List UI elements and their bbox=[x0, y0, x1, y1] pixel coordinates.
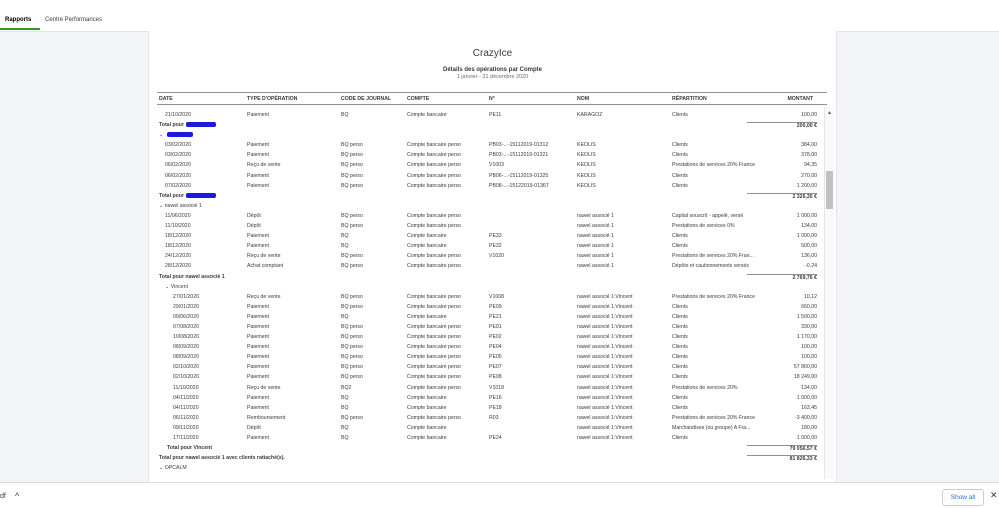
group-header-row[interactable] bbox=[157, 463, 827, 473]
cell-compte: Compte bancaire perso bbox=[407, 354, 461, 361]
cell-montant: 1 000,00 bbox=[796, 233, 817, 240]
cell-compte: Compte bancaire perso bbox=[407, 263, 461, 270]
cell-montant: 1 000,00 bbox=[796, 212, 817, 219]
cell-compte: Compte bancaire perso bbox=[407, 182, 461, 189]
cell-montant: 57 860,00 bbox=[793, 364, 817, 371]
cell-montant: 1 000,00 bbox=[796, 394, 817, 401]
cell-nom: KARAGOZ bbox=[577, 112, 603, 118]
cell-num[interactable]: PE09 bbox=[489, 303, 502, 310]
cell-nom: nawel associé 1:Vincent bbox=[577, 414, 633, 421]
cell-montant: 81 826,33 € bbox=[747, 455, 817, 462]
cell-date: 02/10/2020 bbox=[173, 364, 199, 371]
cell-num[interactable]: PE04 bbox=[489, 344, 502, 351]
download-item-label[interactable]: df bbox=[0, 493, 6, 500]
cell-montant: 18 249,00 bbox=[793, 374, 817, 381]
table-row bbox=[157, 423, 827, 433]
cell-montant: 200,00 € bbox=[747, 122, 817, 129]
redaction-mark bbox=[186, 122, 216, 127]
cell-montant: 1 170,00 bbox=[796, 334, 817, 341]
cell-date: 06/02/2020 bbox=[165, 162, 191, 169]
cell-montant: 163,45 bbox=[801, 404, 817, 411]
cell-type[interactable]: Paiement bbox=[247, 323, 269, 330]
table-row bbox=[157, 372, 827, 382]
cell-code: BQ perso bbox=[341, 354, 363, 361]
cell-compte: Compte bancaire perso bbox=[407, 152, 461, 159]
cell-type[interactable]: Paiement bbox=[247, 303, 269, 310]
cell-nom: nawel associé 1:Vincent bbox=[577, 344, 633, 351]
cell-type[interactable]: Dépôt bbox=[247, 223, 261, 230]
cell-type[interactable]: Paiement bbox=[247, 435, 269, 441]
cell-type[interactable]: Paiement bbox=[247, 364, 269, 371]
cell-rep: Clients bbox=[672, 112, 688, 118]
cell-montant: 270,00 bbox=[801, 172, 817, 179]
cell-nom: nawel associé 1 bbox=[577, 233, 614, 240]
cell-num[interactable]: PE01 bbox=[489, 323, 502, 330]
table-row bbox=[157, 181, 827, 191]
table-row bbox=[157, 312, 827, 322]
total-label: Total pour bbox=[159, 122, 184, 129]
cell-code: BQ perso bbox=[341, 334, 363, 341]
col-repartition[interactable]: RÉPARTITION bbox=[672, 96, 707, 102]
cell-nom: nawel associé 1:Vincent bbox=[577, 334, 633, 341]
cell-date: 17/11/2020 bbox=[173, 435, 199, 441]
col-num[interactable]: N° bbox=[489, 96, 495, 102]
cell-montant: 2 769,76 € bbox=[747, 274, 817, 281]
cell-date: 27/01/2020 bbox=[173, 293, 199, 300]
table-row bbox=[157, 140, 827, 150]
cell-nom: nawel associé 1:Vincent bbox=[577, 303, 633, 310]
cell-montant: 134,00 bbox=[801, 384, 817, 391]
cell-montant: 330,00 bbox=[801, 323, 817, 330]
cell-rep: Clients bbox=[672, 344, 688, 351]
cell-code: BQ perso bbox=[341, 364, 363, 371]
cell-compte: Compte bancaire perso bbox=[407, 172, 461, 179]
col-type[interactable]: TYPE D'OPÉRATION bbox=[247, 96, 298, 102]
cell-montant: 1 200,00 bbox=[796, 182, 817, 189]
cell-code: BQ bbox=[341, 112, 349, 118]
cell-type[interactable]: Paiement bbox=[247, 354, 269, 361]
cell-rep: Clients bbox=[672, 152, 688, 159]
cell-nom: nawel associé 1:Vincent bbox=[577, 374, 633, 381]
group-label: OPCALM bbox=[164, 465, 187, 472]
cell-date: 07/02/2020 bbox=[165, 182, 191, 189]
total-row bbox=[157, 120, 827, 130]
cell-type[interactable]: Paiement bbox=[247, 334, 269, 341]
cell-montant: 100,00 bbox=[801, 354, 817, 361]
cell-rep: Marchandises (ou groupe) A Fra... bbox=[672, 424, 751, 431]
chevron-down-icon[interactable]: ⌄ bbox=[159, 465, 165, 472]
cell-date: 07/08/2020 bbox=[173, 323, 199, 330]
cell-type[interactable]: Reçu de vente bbox=[247, 253, 281, 260]
cell-num[interactable]: R03 bbox=[489, 414, 499, 421]
cell-montant: 10,12 bbox=[804, 293, 817, 300]
cell-compte: Compte bancaire perso bbox=[407, 223, 461, 230]
cell-date: 03/02/2020 bbox=[165, 152, 191, 159]
cell-code: BQ perso bbox=[341, 172, 363, 179]
cell-rep: Clients bbox=[672, 394, 688, 401]
cell-code: BQ perso bbox=[341, 293, 363, 300]
cell-rep: Clients bbox=[672, 435, 688, 441]
cell-rep: Clients bbox=[672, 323, 688, 330]
cell-compte: Compte bancaire perso bbox=[407, 364, 461, 371]
cell-num[interactable]: PB06-...-15112019-01325 bbox=[489, 172, 549, 179]
cell-rep: Clients bbox=[672, 303, 688, 310]
chevron-down-icon[interactable]: ⌄ bbox=[159, 132, 165, 139]
cell-type[interactable]: Dépôt bbox=[247, 424, 261, 431]
table-row bbox=[157, 383, 827, 393]
cell-type[interactable]: Paiement bbox=[247, 182, 269, 189]
cell-nom: nawel associé 1:Vincent bbox=[577, 293, 633, 300]
cell-code: BQ bbox=[341, 424, 349, 431]
cell-nom: nawel associé 1:Vincent bbox=[577, 424, 633, 431]
cell-nom: KEOLIS bbox=[577, 142, 596, 149]
cell-montant: 100,00 bbox=[801, 344, 817, 351]
cell-date: 18/12/2020 bbox=[165, 243, 191, 250]
cell-date: 21/10/2020 bbox=[165, 112, 191, 118]
cell-num[interactable]: V1018 bbox=[489, 384, 505, 391]
cell-num[interactable]: V1020 bbox=[489, 253, 505, 260]
cell-rep: Clients bbox=[672, 172, 688, 179]
total-label: Total pour bbox=[159, 192, 184, 199]
cell-code: BQ perso bbox=[341, 374, 363, 381]
cell-compte: Compte bancaire bbox=[407, 313, 447, 320]
cell-type[interactable]: Achat comptant bbox=[247, 263, 284, 270]
total-label: Total pour nawel associé 1 bbox=[159, 273, 225, 280]
cell-code: BQ perso bbox=[341, 344, 363, 351]
table-row bbox=[157, 160, 827, 170]
table-row bbox=[157, 393, 827, 403]
col-code[interactable]: CODE DE JOURNAL bbox=[341, 96, 392, 102]
cell-montant: 378,00 bbox=[801, 152, 817, 159]
cell-compte: Compte bancaire bbox=[407, 435, 447, 441]
cell-type[interactable]: Paiement bbox=[247, 152, 269, 159]
cell-code: BQ perso bbox=[341, 414, 363, 421]
cell-rep: Dépôts et cautionnements versés bbox=[672, 263, 749, 270]
cell-code: BQ bbox=[341, 394, 349, 401]
cell-num[interactable]: PE18 bbox=[489, 404, 502, 411]
scroll-thumb[interactable] bbox=[826, 171, 833, 209]
cell-rep: Capital souscrit - appelé, versé bbox=[672, 212, 744, 219]
cell-date: 06/11/2020 bbox=[173, 414, 199, 421]
cell-rep: Clients bbox=[672, 313, 688, 320]
total-row bbox=[157, 191, 827, 201]
group-label: Vincent bbox=[170, 283, 189, 290]
table-row bbox=[157, 403, 827, 413]
cell-montant: 500,00 bbox=[801, 243, 817, 250]
download-bar bbox=[0, 482, 999, 508]
cell-code: BQ perso bbox=[341, 152, 363, 159]
chevron-down-icon[interactable]: ⌄ bbox=[159, 202, 165, 209]
cell-date: 02/10/2020 bbox=[173, 374, 199, 381]
cell-date: 08/09/2020 bbox=[173, 354, 199, 361]
cell-montant: 1 500,00 bbox=[796, 313, 817, 320]
report-scrollbar[interactable] bbox=[824, 107, 834, 479]
cell-rep: Prestations de services 20% Fran... bbox=[672, 253, 754, 260]
cell-date: 24/12/2020 bbox=[165, 253, 191, 260]
cell-num[interactable]: V1003 bbox=[489, 162, 505, 169]
cell-nom: KEOLIS bbox=[577, 162, 596, 169]
cell-code: BQ perso bbox=[341, 253, 363, 260]
cell-num[interactable]: PE32 bbox=[489, 243, 502, 250]
table-row bbox=[157, 221, 827, 231]
cell-code: BQ perso bbox=[341, 142, 363, 149]
show-all-button[interactable]: Show all bbox=[942, 489, 984, 506]
cell-nom: nawel associé 1 bbox=[577, 212, 614, 219]
table-row bbox=[157, 342, 827, 352]
cell-code: BQ perso bbox=[341, 303, 363, 310]
cell-compte: Compte bancaire perso bbox=[407, 323, 461, 330]
cell-num[interactable]: PE07 bbox=[489, 364, 502, 371]
cell-num[interactable]: PE08 bbox=[489, 374, 502, 381]
cell-code: BQ perso bbox=[341, 323, 363, 330]
cell-code: BQ perso bbox=[341, 212, 363, 219]
cell-code: BQ bbox=[341, 435, 349, 441]
col-montant[interactable]: MONTANT bbox=[787, 96, 813, 102]
chevron-down-icon[interactable]: ⌄ bbox=[165, 283, 171, 290]
cell-compte: Compte bancaire perso bbox=[407, 162, 461, 169]
col-compte[interactable]: COMPTE bbox=[407, 96, 430, 102]
cell-type[interactable]: Paiement bbox=[247, 142, 269, 149]
cell-type[interactable]: Paiement bbox=[247, 112, 269, 118]
cell-type[interactable]: Remboursement bbox=[247, 414, 286, 421]
cell-compte: Compte bancaire perso bbox=[407, 374, 461, 381]
col-nom[interactable]: NOM bbox=[577, 96, 590, 102]
cell-code: BQ perso bbox=[341, 162, 363, 169]
table-row bbox=[157, 362, 827, 372]
report-panel bbox=[148, 31, 837, 482]
redaction-mark bbox=[167, 132, 193, 137]
cell-rep: Clients bbox=[672, 233, 688, 240]
cell-compte: Compte bancaire perso bbox=[407, 142, 461, 149]
cell-type[interactable]: Paiement bbox=[247, 172, 269, 179]
cell-nom: nawel associé 1 bbox=[577, 243, 614, 250]
cell-rep: Prestations de services 0% bbox=[672, 223, 735, 230]
table-row bbox=[157, 231, 827, 241]
table-row bbox=[157, 251, 827, 261]
cell-code: BQ perso bbox=[341, 263, 363, 270]
cell-rep: Clients bbox=[672, 354, 688, 361]
cell-montant: 100,00 bbox=[801, 112, 817, 118]
cell-date: 09/06/2020 bbox=[173, 313, 199, 320]
scroll-up-icon[interactable]: ▲ bbox=[827, 110, 832, 116]
cell-type[interactable]: Dépôt bbox=[247, 212, 261, 219]
cell-num[interactable]: PB03-...-15112019-01321 bbox=[489, 152, 549, 159]
cell-date: 18/12/2020 bbox=[165, 233, 191, 240]
cell-nom: nawel associé 1:Vincent bbox=[577, 435, 633, 441]
cell-rep: Clients bbox=[672, 243, 688, 250]
cell-montant: 384,00 bbox=[801, 142, 817, 149]
cell-type[interactable]: Paiement bbox=[247, 313, 269, 320]
cell-num[interactable]: PE24 bbox=[489, 435, 502, 441]
cell-rep: Clients bbox=[672, 142, 688, 149]
group-header-row[interactable] bbox=[157, 201, 827, 211]
report-tabs bbox=[0, 0, 999, 32]
cell-code: BQ bbox=[341, 233, 349, 240]
table-row bbox=[157, 433, 827, 443]
cell-rep: Clients bbox=[672, 374, 688, 381]
cell-rep: Prestations de services 20% bbox=[672, 384, 738, 391]
cell-code: BQ bbox=[341, 313, 349, 320]
cell-nom: nawel associé 1 bbox=[577, 223, 614, 230]
cell-montant: 134,00 bbox=[801, 223, 817, 230]
cell-date: 08/09/2020 bbox=[173, 344, 199, 351]
cell-code: BQ2 bbox=[341, 384, 352, 391]
cell-type[interactable]: Paiement bbox=[247, 233, 269, 240]
table-row bbox=[157, 261, 827, 271]
cell-date: 28/12/2020 bbox=[165, 263, 191, 270]
cell-montant: -3 400,00 bbox=[795, 414, 817, 421]
cell-compte: Compte bancaire bbox=[407, 112, 447, 118]
cell-num[interactable]: PB08-...-15122019-01367 bbox=[489, 182, 549, 189]
cell-code: BQ bbox=[341, 243, 349, 250]
company-name: CrazyIce bbox=[472, 48, 513, 59]
tab-centre-performances[interactable]: Centre Performances bbox=[45, 17, 103, 23]
cell-date: 06/02/2020 bbox=[165, 172, 191, 179]
cell-compte: Compte bancaire perso bbox=[407, 414, 461, 421]
cell-montant: 94,35 bbox=[804, 162, 817, 169]
table-row bbox=[157, 150, 827, 160]
cell-rep: Clients bbox=[672, 334, 688, 341]
cell-nom: nawel associé 1:Vincent bbox=[577, 313, 633, 320]
cell-compte: Compte bancaire perso bbox=[407, 344, 461, 351]
table-row bbox=[157, 110, 827, 120]
cell-compte: Compte bancaire bbox=[407, 233, 447, 240]
cell-montant: 2 326,35 € bbox=[747, 193, 817, 200]
cell-num[interactable]: PB03-...-15112019-01312 bbox=[489, 142, 549, 149]
total-label: Total pour nawel associé 1 avec clients rattaché(s). bbox=[159, 455, 285, 462]
table-body bbox=[157, 110, 827, 473]
cell-nom: nawel associé 1 bbox=[577, 263, 614, 270]
cell-nom: KEOLIS bbox=[577, 152, 596, 159]
table-row bbox=[157, 352, 827, 362]
cell-num[interactable]: PE05 bbox=[489, 354, 502, 361]
cell-nom: nawel associé 1:Vincent bbox=[577, 404, 633, 411]
table-row bbox=[157, 413, 827, 423]
cell-type[interactable]: Paiement bbox=[247, 243, 269, 250]
cell-montant: 79 056,57 € bbox=[747, 445, 817, 452]
cell-nom: nawel associé 1:Vincent bbox=[577, 364, 633, 371]
redaction-mark bbox=[186, 193, 216, 198]
table-header bbox=[157, 92, 827, 105]
cell-nom: nawel associé 1:Vincent bbox=[577, 354, 633, 361]
cell-nom: nawel associé 1:Vincent bbox=[577, 384, 633, 391]
cell-code: BQ perso bbox=[341, 223, 363, 230]
cell-date: 11/10/2020 bbox=[165, 223, 191, 230]
close-icon[interactable]: ✕ bbox=[990, 490, 998, 500]
table-row bbox=[157, 292, 827, 302]
chevron-up-icon[interactable]: ^ bbox=[15, 491, 20, 501]
cell-rep: Clients bbox=[672, 404, 688, 411]
cell-type[interactable]: Paiement bbox=[247, 394, 269, 401]
group-header-row[interactable] bbox=[157, 282, 827, 292]
table-row bbox=[157, 332, 827, 342]
cell-nom: nawel associé 1:Vincent bbox=[577, 323, 633, 330]
cell-rep: Prestations de services 20% France bbox=[672, 293, 756, 300]
total-row bbox=[157, 272, 827, 282]
cell-date: 03/02/2020 bbox=[165, 142, 191, 149]
cell-montant: -0,24 bbox=[805, 263, 817, 270]
cell-date: 04/11/2020 bbox=[173, 404, 199, 411]
cell-num[interactable]: PE02 bbox=[489, 334, 502, 341]
cell-nom: KEOLIS bbox=[577, 172, 596, 179]
cell-num[interactable]: PE33 bbox=[489, 233, 502, 240]
group-label: nawel associé 1 bbox=[164, 202, 202, 209]
cell-montant: 1 000,00 bbox=[796, 435, 817, 441]
cell-compte: Compte bancaire bbox=[407, 424, 447, 431]
cell-compte: Compte bancaire perso bbox=[407, 212, 461, 219]
table-row bbox=[157, 322, 827, 332]
cell-date: 10/08/2020 bbox=[173, 334, 199, 341]
cell-type[interactable]: Reçu de vente bbox=[247, 293, 281, 300]
report-date-range: 1 janvier - 31 décembre 2020 bbox=[456, 74, 529, 80]
cell-num[interactable]: PE11 bbox=[489, 112, 502, 118]
total-label: Total pour Vincent bbox=[167, 445, 213, 452]
cell-date: 04/11/2020 bbox=[173, 394, 199, 401]
total-row bbox=[157, 453, 827, 463]
cell-date: 11/10/2020 bbox=[173, 384, 199, 391]
table-row bbox=[157, 302, 827, 312]
cell-type[interactable]: Paiement bbox=[247, 374, 269, 381]
col-date[interactable]: DATE bbox=[159, 96, 173, 102]
cell-code: BQ perso bbox=[341, 182, 363, 189]
cell-num[interactable]: PE21 bbox=[489, 313, 502, 320]
table-row bbox=[157, 171, 827, 181]
cell-montant: 180,00 bbox=[801, 424, 817, 431]
cell-type[interactable]: Reçu de vente bbox=[247, 162, 281, 169]
cell-rep: Prestations de services 20% France bbox=[672, 162, 756, 169]
cell-date: 11/06/2020 bbox=[165, 212, 191, 219]
report-title: Détails des opérations par Compte bbox=[442, 67, 543, 73]
cell-compte: Compte bancaire bbox=[407, 243, 447, 250]
table-row bbox=[157, 211, 827, 221]
cell-rep: Prestations de services 20% France bbox=[672, 414, 756, 421]
cell-compte: Compte bancaire perso bbox=[407, 334, 461, 341]
table-row bbox=[157, 241, 827, 251]
cell-nom: KEOLIS bbox=[577, 182, 596, 189]
cell-type[interactable]: Paiement bbox=[247, 404, 269, 411]
tab-rapports[interactable]: Rapports bbox=[5, 17, 32, 23]
cell-rep: Clients bbox=[672, 364, 688, 371]
cell-type[interactable]: Reçu de vente bbox=[247, 384, 281, 391]
cell-code: BQ bbox=[341, 404, 349, 411]
group-header-row[interactable] bbox=[157, 130, 827, 140]
active-tab-indicator bbox=[0, 28, 40, 30]
cell-nom: nawel associé 1:Vincent bbox=[577, 394, 633, 401]
total-row bbox=[157, 443, 827, 453]
cell-compte: Compte bancaire perso bbox=[407, 253, 461, 260]
cell-nom: nawel associé 1 bbox=[577, 253, 614, 260]
cell-type[interactable]: Paiement bbox=[247, 344, 269, 351]
cell-rep: Clients bbox=[672, 182, 688, 189]
cell-date: 29/01/2020 bbox=[173, 303, 199, 310]
cell-compte: Compte bancaire bbox=[407, 394, 447, 401]
cell-num[interactable]: V1008 bbox=[489, 293, 505, 300]
cell-compte: Compte bancaire perso bbox=[407, 384, 461, 391]
cell-num[interactable]: PE16 bbox=[489, 394, 502, 401]
cell-montant: 136,00 bbox=[801, 253, 817, 260]
cell-date: 09/11/2020 bbox=[173, 424, 199, 431]
cell-montant: 660,00 bbox=[801, 303, 817, 310]
cell-compte: Compte bancaire perso bbox=[407, 303, 461, 310]
cell-compte: Compte bancaire bbox=[407, 404, 447, 411]
cell-compte: Compte bancaire perso bbox=[407, 293, 461, 300]
